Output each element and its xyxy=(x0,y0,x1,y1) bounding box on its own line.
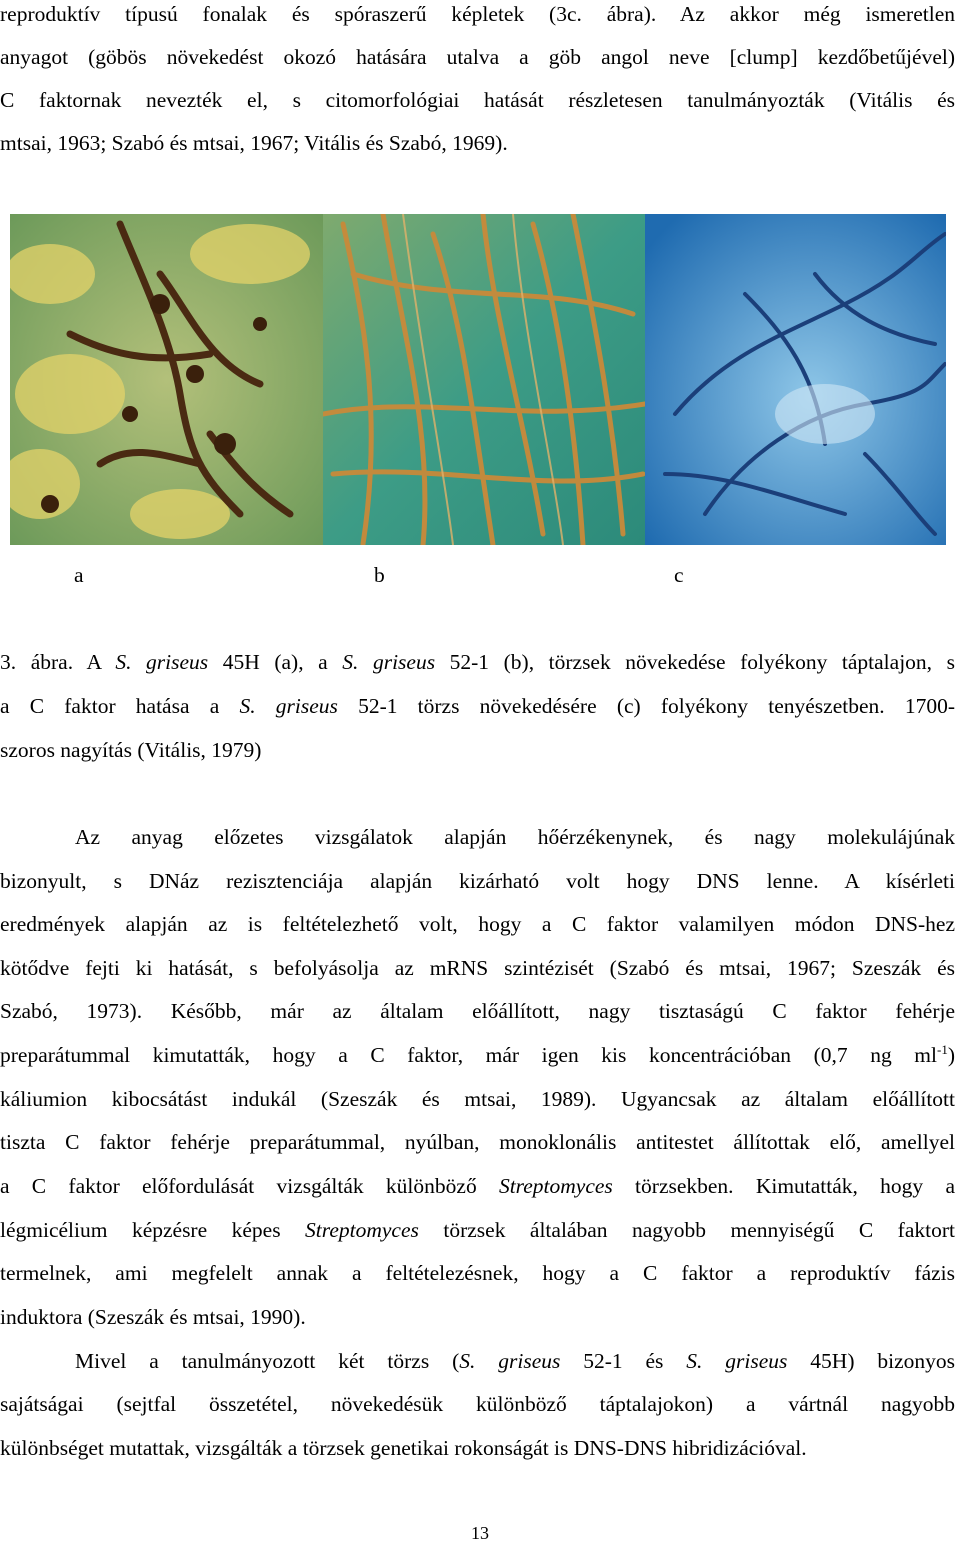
text-line: preparátummal kimutatták, hogy a C faktor, már igen kis koncentrációban (0,7 ng $ml^{-1}$) xyxy=(0,1042,955,1067)
text-line: a C faktor előfordulását vizsgálták különböző Streptomyces törzsekben. Kimutatták, hogy a xyxy=(0,1174,955,1198)
text-line: reproduktív típusú fonalak és spóraszerű képletek (3c. ábra). Az akkor még ismeretlen xyxy=(0,2,955,26)
panel-label-a: a xyxy=(74,563,84,587)
text-line: sajátságai (sejtfal összetétel, növekedésük különböző táptalajokon) a vártnál nagyobb xyxy=(0,1392,955,1416)
page-number: 13 xyxy=(471,1523,489,1543)
text-line: Szabó, 1973). Később, már az általam előállított, nagy tisztaságú C faktor fehérje xyxy=(0,999,955,1023)
panel-label-b: b xyxy=(374,563,385,587)
panel-label-c: c xyxy=(674,563,684,587)
text-line: káliumion kibocsátást indukál (Szeszák és mtsai, 1989). Ugyancsak az általam előállított xyxy=(0,1087,955,1111)
figure-micrographs xyxy=(10,214,946,545)
text-line: induktora (Szeszák és mtsai, 1990). xyxy=(0,1305,306,1329)
caption-line-2: a C faktor hatása a S. griseus 52-1 törzs növekedésére (c) folyékony tenyészetben. 1700- xyxy=(0,694,955,718)
micrograph-panel-a xyxy=(10,214,323,545)
text-line: anyagot (göbös növekedést okozó hatására utalva a göb angol neve [clump] kezdőbetűjével) xyxy=(0,45,955,69)
text-line: tiszta C faktor fehérje preparátummal, nyúlban, monoklonális antitestet állítottak elő, amellyel xyxy=(0,1130,955,1154)
text-line: termelnek, ami megfelelt annak a feltételezésnek, hogy a C faktor a reproduktív fázis xyxy=(0,1261,955,1285)
text-line: mtsai, 1963; Szabó és mtsai, 1967; Vitális és Szabó, 1969). xyxy=(0,131,508,155)
text-line: Az anyag előzetes vizsgálatok alapján hőérzékenynek, és nagy molekulájúnak xyxy=(75,825,955,849)
text-line: eredmények alapján az is feltételezhető volt, hogy a C faktor valamilyen módon DNS-hez xyxy=(0,912,955,936)
caption-line-3: szoros nagyítás (Vitális, 1979) xyxy=(0,738,262,762)
text-line: légmicélium képzésre képes Streptomyces törzsek általában nagyobb mennyiségű C faktort xyxy=(0,1218,955,1242)
text-line: Mivel a tanulmányozott két törzs (S. griseus 52-1 és S. griseus 45H) bizonyos xyxy=(75,1349,955,1373)
micrograph-panel-c xyxy=(645,214,946,545)
text-line: különbséget mutattak, vizsgálták a törzsek genetikai rokonságát is DNS-DNS hibridizációval. xyxy=(0,1436,807,1460)
text-line: C faktornak nevezték el, s citomorfológiai hatását részletesen tanulmányozták (Vitális és xyxy=(0,88,955,112)
text-line: kötődve fejti ki hatását, s befolyásolja az mRNS szintézisét (Szabó és mtsai, 1967; Szeszák és xyxy=(0,956,955,980)
text-line: bizonyult, s DNáz rezisztenciája alapján kizárható volt hogy DNS lenne. A kísérleti xyxy=(0,869,955,893)
caption-line-1: 3. ábra. A S. griseus 45H (a), a S. griseus 52-1 (b), törzsek növekedése folyékony táptalajon, s xyxy=(0,650,955,674)
micrograph-panel-b xyxy=(323,214,645,545)
